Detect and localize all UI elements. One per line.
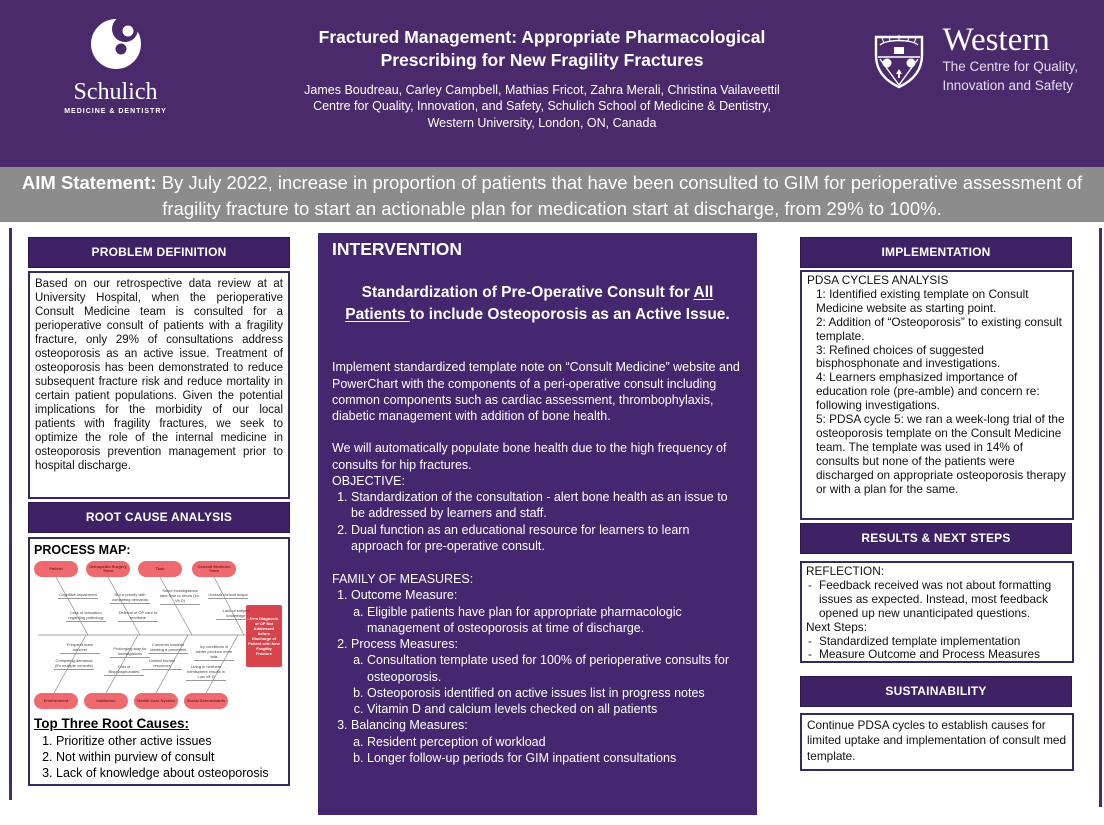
measure-item: c. Vitamin D and calcium levels checked on all patients [367, 701, 743, 717]
authors-line: James Boudreau, Carley Campbell, Mathias Fricot, Zahra Merali, Christina Vailaveettil [304, 83, 780, 98]
measure-item: b. Longer follow-up periods for GIM inpatient consultations [367, 750, 743, 766]
fishbone-cause: Icy conditions in winter produce more falls [194, 645, 234, 661]
intervention-subtitle: Standardization of Pre-Operative Consult for All Patients to include Osteoporosis as an Active Issue. [345, 284, 730, 323]
aim-statement-bar [0, 167, 1104, 222]
fishbone-cause: Prolonging stay for investigations [110, 647, 150, 658]
fishbone-cause: Not a priority with competing demands [110, 593, 150, 604]
fishbone-cause: Cost of Bisphosphonates [104, 665, 144, 676]
schulich-logo [48, 16, 183, 115]
fishbone-cause: Cognitive impairment [58, 593, 98, 599]
fishbone-category: Patient [34, 561, 78, 577]
process-map-label: PROCESS MAP: [34, 543, 131, 557]
pdsa-cycle-item: 4: Learners emphasized importance of education role (pre-amble) and concern re: following investigations. [816, 370, 1040, 413]
schulich-wordmark: Schulich [73, 79, 158, 105]
fishbone-cause: Some investigations take time to return (ex. Vit D) [160, 589, 200, 605]
top-three-root-causes-list [34, 733, 284, 781]
measure-item: a. Resident perception of workload [367, 734, 743, 750]
objective-label: OBJECTIVE: [332, 473, 405, 488]
pdsa-cycles-title: PDSA CYCLES ANALYSIS [807, 273, 949, 287]
family-of-measures-label: FAMILY OF MEASURES: [332, 572, 474, 587]
pdsa-cycle-item: 5: PDSA cycle 5: we ran a week-long trial of the osteoporosis template on the Consult Medicine team. The template was used in 14% of consults but none of the patients were discharged on appropriate osteoporosis therapy or with a plan for the same. [816, 412, 1066, 496]
subtitle-underlined-text: All Patients [345, 284, 714, 323]
reflection-list [806, 579, 1068, 621]
fishbone-category: Consult Medicine Team [192, 561, 236, 577]
intervention-paragraph-1: Implement standardized template note on “Consult Medicine” website and PowerChart with the components of a peri-operative consult including common components such as cardiac assessment, thrombophylaxis, diabetic management with addition of bone health. [332, 360, 740, 424]
measure-group [351, 717, 743, 766]
fishbone-cause: Concerns towards creating a precedent [148, 643, 188, 654]
intervention-heading: INTERVENTION [332, 239, 462, 259]
fishbone-cause: Deferral of OP care to medicine [118, 611, 158, 622]
problem-definition-header: PROBLEM DEFINITION [28, 237, 290, 268]
left-edge-strip [9, 228, 12, 800]
measure-group-label: Balancing Measures: [351, 718, 468, 733]
header-banner [0, 0, 1104, 167]
western-logo [870, 24, 1078, 95]
pdsa-cycle-item: 3: Refined choices of suggested bisphosphonate and investigations. [816, 342, 1001, 371]
problem-definition-box [28, 271, 290, 499]
sustainability-header: SUSTAINABILITY [800, 676, 1072, 707]
pdsa-cycles-box [800, 270, 1074, 520]
fishbone-cause: Lack of education regarding pathology [66, 611, 106, 622]
intervention-paragraph-2: We will automatically populate bone health due to the high frequency of consults for hip fractures. [332, 441, 727, 472]
root-cause-item: 3. Lack of knowledge about osteoporosis [56, 765, 284, 781]
fishbone-cause: Lack of subject knowledge [216, 609, 256, 620]
western-crest-icon [870, 27, 928, 91]
western-wordmark: Western [942, 22, 1050, 58]
next-step-item: - Measure Outcome and Process Measures [806, 648, 1068, 662]
next-step-item: - Standardized template implementation [806, 635, 1068, 649]
measure-group-label: Process Measures: [351, 637, 458, 652]
poster-title: Fractured Management: Appropriate Pharmacological Prescribing for New Fragility Fractures [318, 27, 766, 71]
fishbone-category: Social Determinants [184, 693, 228, 709]
pdsa-cycle-item: 2: Addition of “Osteoporosis” to existing consult template. [816, 314, 1062, 343]
measure-group [351, 636, 743, 717]
intervention-panel [318, 233, 757, 815]
problem-definition-text: Based on our retrospective data review at at University Hospital, when the perioperative Consult Medicine team is consulted for a perioperative consult of patients with a fragility fracture, only 29% of consultations address osteoporosis as an active issue. Treatment of osteoporosis has been demonstrated to reduce subsequent fracture risk and reduce mortality in certain patient populations. Given the potential implications for the morbidity of our local patients with fragility fractures, we seek to optimize the role of the internal medicine in osteoporosis prevention management prior to hospital discharge. [35, 278, 283, 473]
affiliation-line-1: Centre for Quality, Innovation, and Safety, Schulich School of Medicine & Dentistry, [313, 99, 771, 114]
sustainability-box: Continue PDSA cycles to establish causes for limited uptake and implementation of consult med template. [800, 713, 1074, 771]
root-cause-item: 2. Not within purview of consult [56, 749, 284, 765]
western-wordmark-block [942, 24, 1078, 95]
top-three-root-causes-title: Top Three Root Causes: [34, 716, 190, 731]
fishbone-cause: Unclear consult scope [208, 593, 248, 599]
pdsa-cycles-list [807, 288, 1067, 497]
right-column [800, 237, 1074, 771]
fishbone-category: Task [138, 561, 182, 577]
aim-statement-text: By July 2022, increase in proportion of patients that have been consulted to GIM for perioperative assessment of fragility fracture to start an actionable plan for medication start at discharge, from 29% to 100%. [156, 172, 1083, 219]
fishbone-cause: Frequent team turnover [60, 643, 100, 654]
next-steps-label: Next Steps: [806, 619, 867, 634]
fishbone-category: Health Care System [134, 693, 178, 709]
reflection-item: - Feedback received was not about formatting issues as expected. Instead, most feedback opened up new unanticipated questions. [806, 579, 1068, 621]
fishbone-category: Institution [84, 693, 128, 709]
schulich-logo-icon [88, 16, 144, 72]
objective-item: 1. Standardization of the consultation - alert bone health as an issue to be addressed by learners and staff. [351, 489, 743, 522]
objective-item: 2. Dual function as an educational resource for learners to learn approach for pre-operative consult. [351, 522, 743, 555]
objectives-list [332, 489, 743, 554]
root-cause-analysis-box [28, 537, 290, 786]
reflection-box [800, 561, 1074, 663]
measure-item: a. Consultation template used for 100% of perioperative consults for osteoporosis. [367, 652, 743, 685]
intervention-body [332, 359, 743, 766]
measure-group-label: Outcome Measure: [351, 588, 458, 603]
pdsa-cycle-item: 1: Identified existing template on Consult Medicine website as starting point. [816, 286, 1029, 315]
western-tagline-1: The Centre for Quality, [942, 59, 1078, 74]
left-column [28, 237, 290, 786]
fishbone-diagram [34, 559, 282, 711]
fishbone-category: Environment [34, 693, 78, 709]
fishbone-effect-box: New Diagnosis of OP Not Addressed before Discharge of Patient with New Fragility Fracture [246, 605, 282, 667]
poster-title-block [232, 26, 852, 131]
root-cause-item: 1. Prioritize other active issues [56, 733, 284, 749]
results-next-steps-header: RESULTS & NEXT STEPS [800, 523, 1072, 554]
fishbone-cause: Competing demands (Ex multiple consults) [54, 659, 94, 670]
fishbone-cause: Living in northern hemisphere results in Low Vit D [186, 665, 226, 681]
measure-item: b. Osteoporosis identified on active issues list in progress notes [367, 685, 743, 701]
reflection-label: REFLECTION: [806, 564, 884, 578]
root-cause-analysis-header: ROOT CAUSE ANALYSIS [28, 502, 290, 533]
fishbone-lines [34, 559, 282, 711]
measures-list [332, 587, 743, 766]
measure-item: a. Eligible patients have plan for appropriate pharmacologic management of osteoporosis at time of discharge. [367, 604, 743, 637]
schulich-tagline: MEDICINE & DENTISTRY [64, 108, 167, 115]
affiliation-line-2: Western University, London, ON, Canada [427, 115, 657, 130]
right-edge-strip [1099, 228, 1102, 807]
next-steps-list [806, 635, 1068, 663]
fishbone-cause: Limited human resources [142, 659, 182, 670]
measure-group [351, 587, 743, 636]
implementation-header: IMPLEMENTATION [800, 237, 1072, 268]
fishbone-category: Orthopedic Surgery Team [86, 561, 130, 577]
aim-statement-label: AIM Statement: [21, 172, 157, 193]
western-tagline-2: Innovation and Safety [942, 77, 1074, 93]
